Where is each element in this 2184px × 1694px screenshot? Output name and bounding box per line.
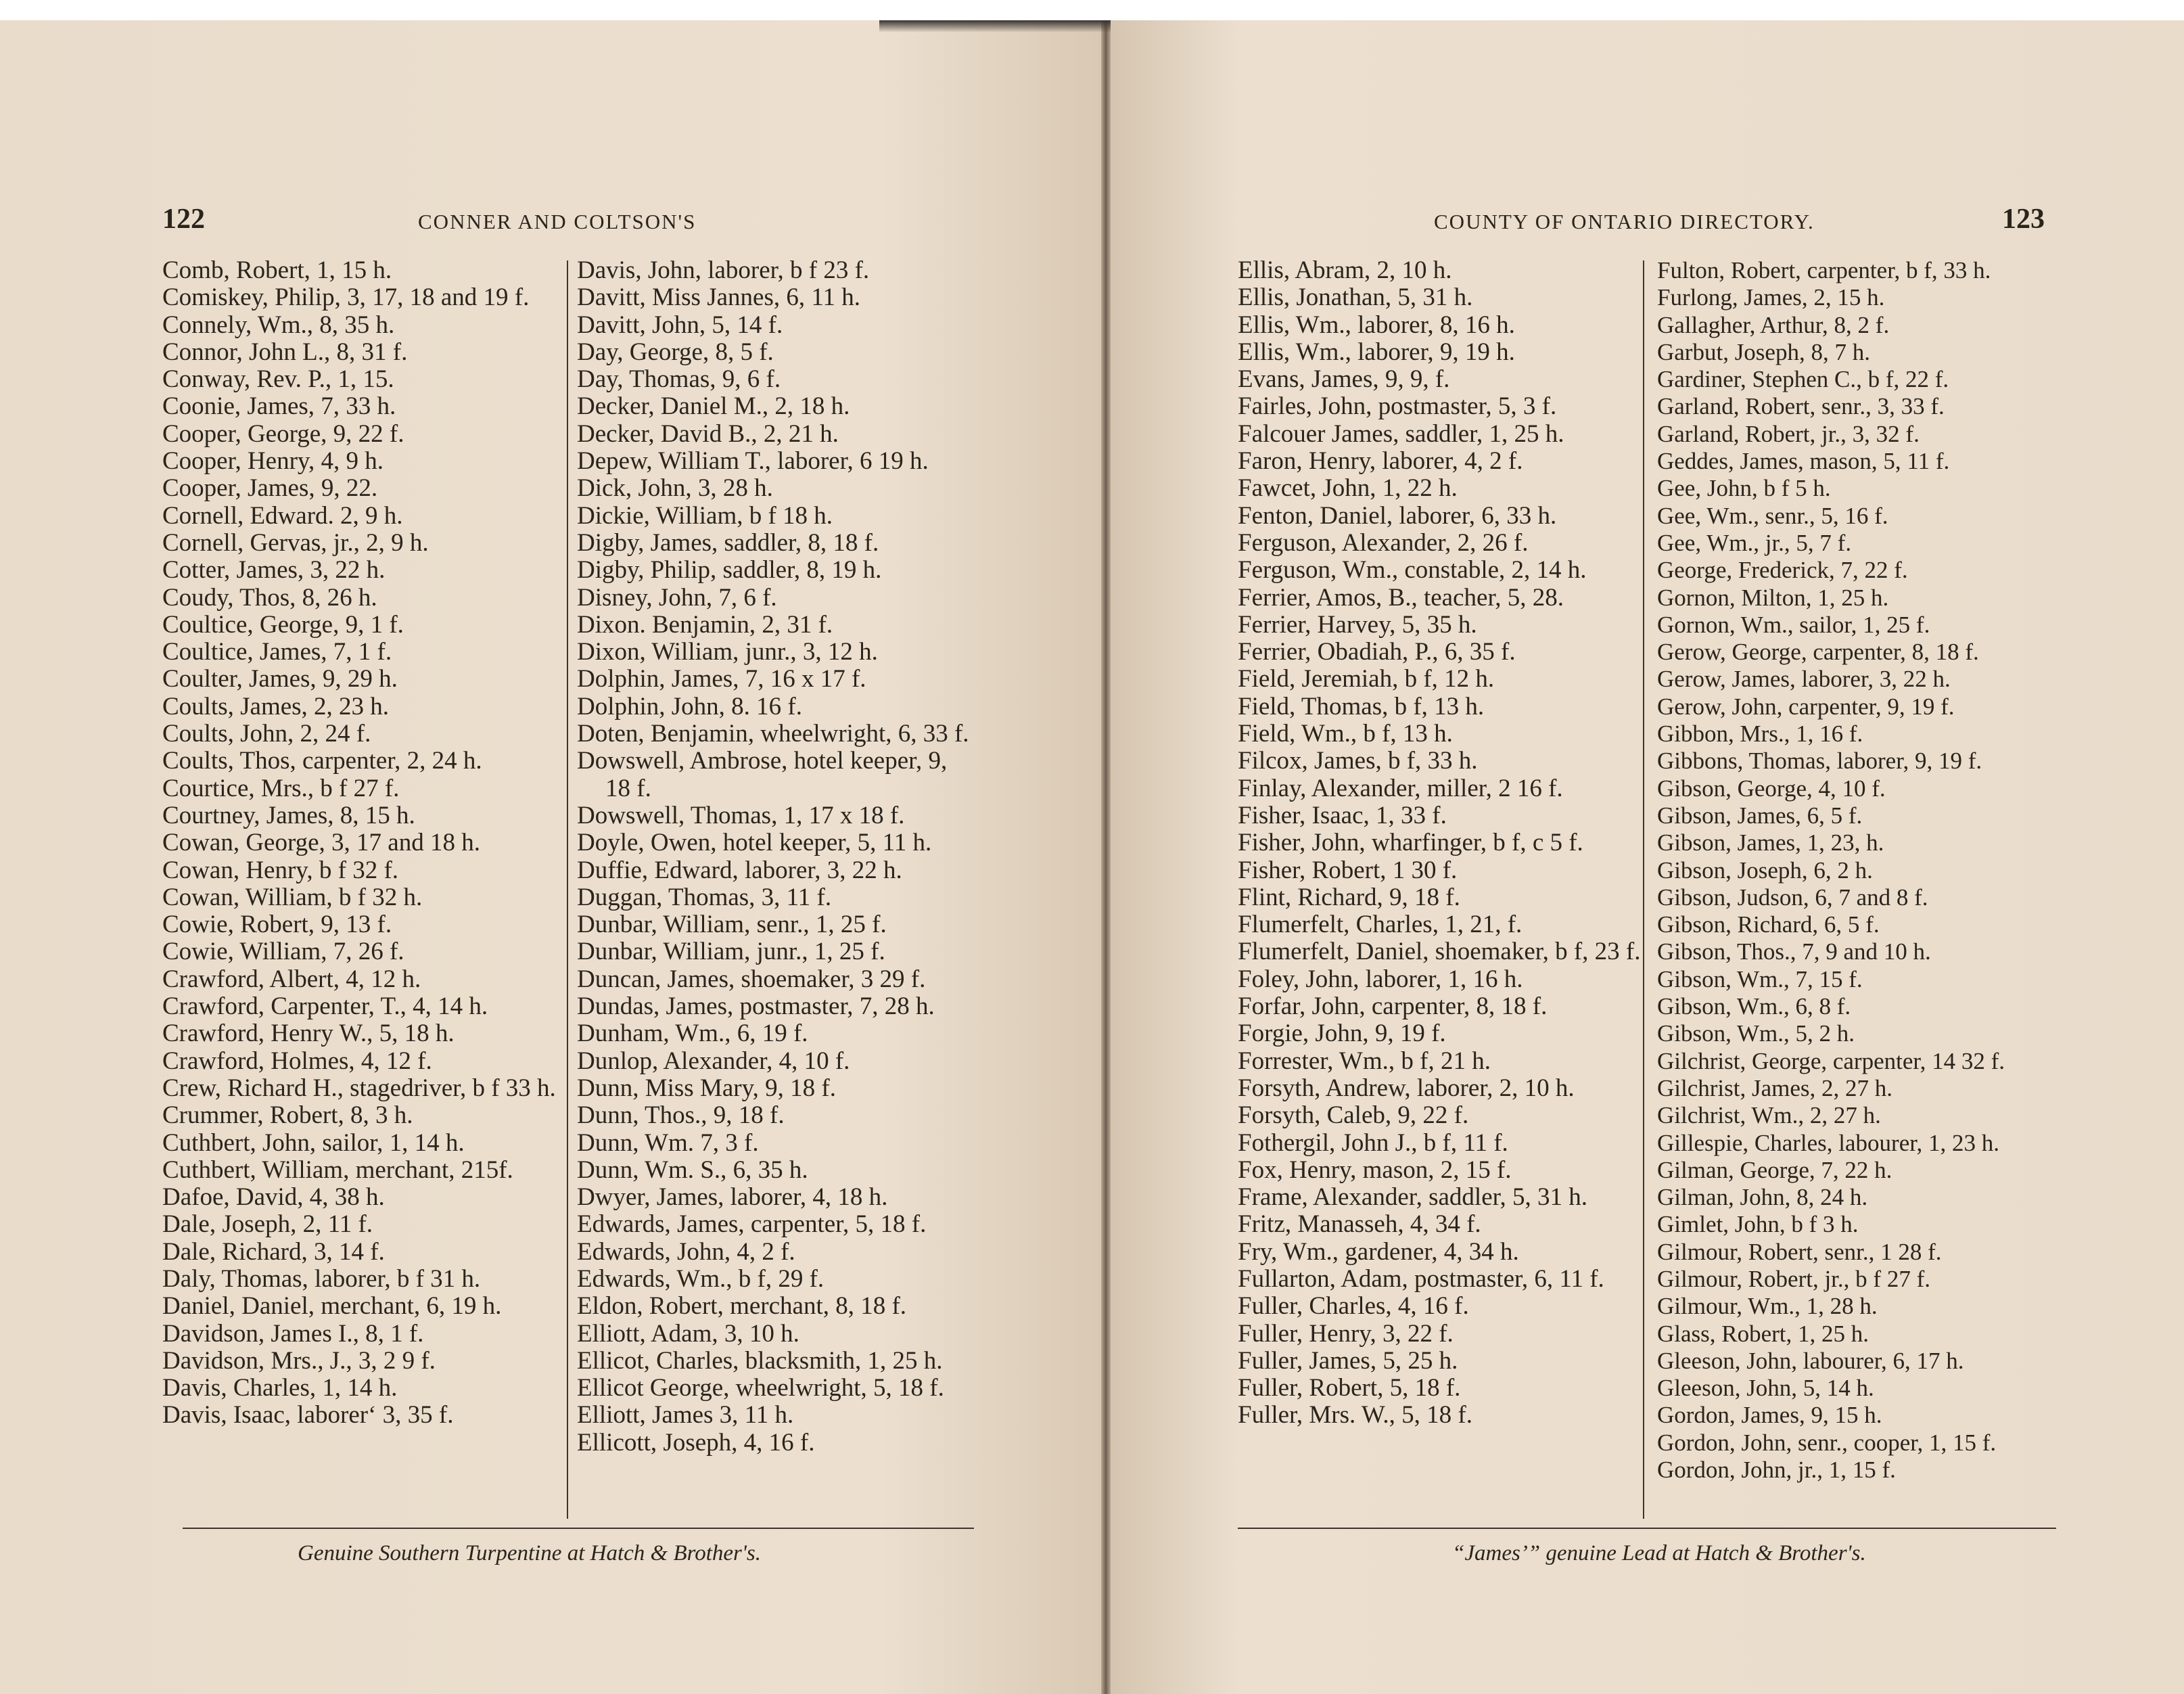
directory-entry: Gerow, George, carpenter, 8, 18 f.	[1657, 639, 1979, 666]
directory-entry: Davidson, Mrs., J., 3, 2 9 f.	[162, 1346, 436, 1375]
directory-entry: Disney, John, 7, 6 f.	[577, 583, 777, 612]
directory-entry: Gibson, Wm., 5, 2 h.	[1657, 1020, 1855, 1047]
directory-entry: Forsyth, Andrew, laborer, 2, 10 h.	[1238, 1074, 1575, 1102]
directory-column-2	[577, 257, 975, 1457]
directory-entry: Gibson, Judson, 6, 7 and 8 f.	[1657, 884, 1928, 911]
directory-entry: Cowan, George, 3, 17 and 18 h.	[162, 829, 480, 857]
directory-entry: Gibson, George, 4, 10 f.	[1657, 775, 1886, 802]
directory-entry: Courtice, Mrs., b f 27 f.	[162, 774, 400, 802]
directory-entry: Day, George, 8, 5 f.	[577, 338, 774, 366]
directory-entry: Coudy, Thos, 8, 26 h.	[162, 583, 377, 612]
directory-entry: Davidson, James I., 8, 1 f.	[162, 1319, 424, 1348]
directory-entry: Cuthbert, John, sailor, 1, 14 h.	[162, 1128, 465, 1157]
directory-entry: Courtney, James, 8, 15 h.	[162, 801, 415, 829]
directory-entry: Eldon, Robert, merchant, 8, 18 f.	[577, 1292, 907, 1321]
directory-entry: Gerow, James, laborer, 3, 22 h.	[1657, 666, 1951, 693]
directory-entry: Forrester, Wm., b f, 21 h.	[1238, 1047, 1491, 1075]
directory-entry: George, Frederick, 7, 22 f.	[1657, 557, 1908, 584]
directory-entry: Flint, Richard, 9, 18 f.	[1238, 883, 1460, 911]
directory-column-1	[162, 257, 558, 1429]
directory-column-3	[1238, 257, 1654, 1429]
directory-entry: Daniel, Daniel, merchant, 6, 19 h.	[162, 1292, 502, 1321]
right-page	[1111, 20, 2184, 1694]
directory-entry: Cotter, James, 3, 22 h.	[162, 556, 386, 585]
directory-entry: Forfar, John, carpenter, 8, 18 f.	[1238, 992, 1548, 1021]
directory-entry: Ellicot George, wheelwright, 5, 18 f.	[577, 1374, 944, 1402]
directory-entry: Dunn, Wm. 7, 3 f.	[577, 1128, 759, 1157]
directory-entry: Fuller, James, 5, 25 h.	[1238, 1346, 1458, 1375]
directory-entry: Dunn, Wm. S., 6, 35 h.	[577, 1155, 808, 1184]
directory-entry: Digby, Philip, saddler, 8, 19 h.	[577, 556, 882, 585]
directory-entry: Edwards, John, 4, 2 f.	[577, 1237, 795, 1266]
directory-entry: Dundas, James, postmaster, 7, 28 h.	[577, 992, 935, 1021]
directory-entry: Gardiner, Stephen C., b f, 22 f.	[1657, 366, 1949, 393]
directory-entry: Connor, John L., 8, 31 f.	[162, 338, 408, 366]
directory-entry: Gee, Wm., jr., 5, 7 f.	[1657, 529, 1852, 556]
directory-entry: Ellicot, Charles, blacksmith, 1, 25 h.	[577, 1346, 943, 1375]
directory-entry: Dick, John, 3, 28 h.	[577, 474, 773, 503]
directory-entry: Flumerfelt, Daniel, shoemaker, b f, 23 f.	[1238, 938, 1641, 966]
directory-entry: Cowie, William, 7, 26 f.	[162, 938, 404, 966]
directory-entry: Fairles, John, postmaster, 5, 3 f.	[1238, 392, 1557, 421]
directory-entry: Depew, William T., laborer, 6 19 h.	[577, 447, 929, 476]
directory-entry: Gornon, Milton, 1, 25 h.	[1657, 584, 1889, 611]
running-header-right: COUNTY OF ONTARIO DIRECTORY.	[1434, 210, 1815, 233]
directory-entry: Gilman, John, 8, 24 h.	[1657, 1184, 1868, 1211]
footer-rule-right	[1238, 1528, 2056, 1529]
directory-entry: Cowan, Henry, b f 32 f.	[162, 856, 399, 884]
directory-entry: Crummer, Robert, 8, 3 h.	[162, 1101, 413, 1130]
directory-entry: Dickie, William, b f 18 h.	[577, 501, 833, 530]
directory-entry: Decker, David B., 2, 21 h.	[577, 419, 839, 448]
directory-entry: Gordon, James, 9, 15 h.	[1657, 1402, 1882, 1429]
directory-entry: Dowswell, Ambrose, hotel keeper, 9, 18 f.	[577, 747, 948, 802]
directory-entry: Gordon, John, jr., 1, 15 f.	[1657, 1457, 1896, 1484]
directory-entry: Dolphin, John, 8. 16 f.	[577, 692, 802, 720]
directory-entry: Connely, Wm., 8, 35 h.	[162, 311, 395, 339]
directory-entry: Foley, John, laborer, 1, 16 h.	[1238, 965, 1523, 993]
directory-entry: Davitt, Miss Jannes, 6, 11 h.	[577, 283, 860, 312]
directory-entry: Coulter, James, 9, 29 h.	[162, 665, 398, 693]
footer-rule-left	[183, 1528, 974, 1529]
directory-entry: Falcouer James, saddler, 1, 25 h.	[1238, 419, 1564, 448]
directory-entry: Davis, Charles, 1, 14 h.	[162, 1374, 398, 1402]
directory-entry: Ellis, Wm., laborer, 8, 16 h.	[1238, 311, 1515, 339]
directory-entry: Glass, Robert, 1, 25 h.	[1657, 1320, 1869, 1347]
directory-entry: Fulton, Robert, carpenter, b f, 33 h.	[1657, 257, 1991, 283]
directory-entry: Gilchrist, James, 2, 27 h.	[1657, 1074, 1893, 1101]
directory-entry: Gibson, Joseph, 6, 2 h.	[1657, 856, 1873, 884]
directory-entry: Gallagher, Arthur, 8, 2 f.	[1657, 311, 1890, 338]
directory-entry: Gilchrist, George, carpenter, 14 32 f.	[1657, 1047, 2005, 1074]
directory-entry: Ellicott, Joseph, 4, 16 f.	[577, 1428, 815, 1457]
directory-entry: Daly, Thomas, laborer, b f 31 h.	[162, 1264, 481, 1293]
directory-entry: Edwards, Wm., b f, 29 f.	[577, 1264, 824, 1293]
page-number-right: 123	[2002, 204, 2045, 235]
directory-entry: Gibbon, Mrs., 1, 16 f.	[1657, 720, 1863, 748]
directory-entry: Flumerfelt, Charles, 1, 21, f.	[1238, 911, 1523, 939]
directory-entry: Furlong, James, 2, 15 h.	[1657, 284, 1885, 311]
directory-entry: Dowswell, Thomas, 1, 17 x 18 f.	[577, 801, 905, 829]
directory-entry: Duffie, Edward, laborer, 3, 22 h.	[577, 856, 902, 884]
footer-advert-left: Genuine Southern Turpentine at Hatch & Brother's.	[298, 1541, 762, 1565]
directory-entry: Comiskey, Philip, 3, 17, 18 and 19 f.	[162, 283, 530, 312]
directory-entry: Gilchrist, Wm., 2, 27 h.	[1657, 1102, 1881, 1129]
directory-entry: Ellis, Abram, 2, 10 h.	[1238, 256, 1452, 284]
directory-entry: Davis, John, laborer, b f 23 f.	[577, 256, 870, 284]
directory-entry: Coults, Thos, carpenter, 2, 24 h.	[162, 747, 482, 775]
directory-entry: Dolphin, James, 7, 16 x 17 f.	[577, 665, 866, 693]
directory-entry: Coultice, James, 7, 1 f.	[162, 638, 392, 666]
directory-entry: Fullarton, Adam, postmaster, 6, 11 f.	[1238, 1264, 1604, 1293]
directory-entry: Cowie, Robert, 9, 13 f.	[162, 911, 392, 939]
directory-entry: Gibson, Wm., 6, 8 f.	[1657, 993, 1851, 1020]
directory-entry: Dafoe, David, 4, 38 h.	[162, 1183, 385, 1212]
directory-entry: Dale, Joseph, 2, 11 f.	[162, 1210, 373, 1239]
directory-entry: Field, Jeremiah, b f, 12 h.	[1238, 665, 1495, 693]
left-page	[0, 20, 1101, 1694]
directory-entry: Duncan, James, shoemaker, 3 29 f.	[577, 965, 926, 993]
directory-entry: Garland, Robert, senr., 3, 33 f.	[1657, 393, 1945, 420]
directory-entry: Fuller, Robert, 5, 18 f.	[1238, 1374, 1461, 1402]
book-spine	[1101, 20, 1111, 1694]
directory-entry: Conway, Rev. P., 1, 15.	[162, 365, 394, 394]
directory-entry: Doyle, Owen, hotel keeper, 5, 11 h.	[577, 829, 932, 857]
directory-entry: Coonie, James, 7, 33 h.	[162, 392, 396, 421]
directory-column-4	[1657, 257, 2076, 1484]
directory-entry: Gimlet, John, b f 3 h.	[1657, 1211, 1859, 1238]
column-divider-left	[567, 260, 568, 1519]
directory-entry: Fisher, John, wharfinger, b f, c 5 f.	[1238, 829, 1583, 857]
footer-advert-right: “James’” genuine Lead at Hatch & Brother's.	[1452, 1541, 1866, 1565]
directory-entry: Dixon, William, junr., 3, 12 h.	[577, 638, 878, 666]
directory-entry: Gibson, James, 6, 5 f.	[1657, 802, 1863, 829]
directory-entry: Finlay, Alexander, miller, 2 16 f.	[1238, 774, 1563, 802]
directory-entry: Fritz, Manasseh, 4, 34 f.	[1238, 1210, 1481, 1239]
directory-entry: Gibson, James, 1, 23, h.	[1657, 829, 1884, 856]
directory-entry: Gerow, John, carpenter, 9, 19 f.	[1657, 693, 1955, 720]
directory-entry: Garbut, Joseph, 8, 7 h.	[1657, 338, 1870, 365]
directory-entry: Fisher, Isaac, 1, 33 f.	[1238, 801, 1447, 829]
directory-entry: Fuller, Charles, 4, 16 f.	[1238, 1292, 1469, 1321]
directory-entry: Fawcet, John, 1, 22 h.	[1238, 474, 1458, 503]
directory-entry: Fox, Henry, mason, 2, 15 f.	[1238, 1155, 1512, 1184]
directory-entry: Dunn, Miss Mary, 9, 18 f.	[577, 1074, 837, 1102]
running-header-left: CONNER AND COLTSON'S	[418, 210, 697, 233]
directory-entry: Davitt, John, 5, 14 f.	[577, 311, 783, 339]
directory-entry: Edwards, James, carpenter, 5, 18 f.	[577, 1210, 927, 1239]
directory-entry: Gilmour, Robert, senr., 1 28 f.	[1657, 1238, 1942, 1265]
directory-entry: Cowan, William, b f 32 h.	[162, 883, 423, 911]
directory-entry: Cornell, Edward. 2, 9 h.	[162, 501, 403, 530]
directory-entry: Ferrier, Amos, B., teacher, 5, 28.	[1238, 583, 1564, 612]
directory-entry: Davis, Isaac, laborer‘ 3, 35 f.	[162, 1401, 454, 1429]
directory-entry: Cooper, George, 9, 22 f.	[162, 419, 404, 448]
directory-entry: Gibson, Wm., 7, 15 f.	[1657, 965, 1863, 992]
directory-entry: Gee, John, b f 5 h.	[1657, 475, 1831, 502]
directory-entry: Ferrier, Harvey, 5, 35 h.	[1238, 610, 1477, 639]
directory-entry: Frame, Alexander, saddler, 5, 31 h.	[1238, 1183, 1587, 1212]
directory-entry: Coults, James, 2, 23 h.	[162, 692, 390, 720]
directory-entry: Cuthbert, William, merchant, 215f.	[162, 1155, 513, 1184]
directory-entry: Fuller, Mrs. W., 5, 18 f.	[1238, 1401, 1472, 1429]
directory-entry: Fisher, Robert, 1 30 f.	[1238, 856, 1458, 884]
directory-entry: Elliott, Adam, 3, 10 h.	[577, 1319, 799, 1348]
directory-entry: Dunbar, William, senr., 1, 25 f.	[577, 911, 887, 939]
directory-entry: Ferguson, Alexander, 2, 26 f.	[1238, 528, 1529, 557]
directory-entry: Forsyth, Caleb, 9, 22 f.	[1238, 1101, 1469, 1130]
directory-entry: Cornell, Gervas, jr., 2, 9 h.	[162, 528, 429, 557]
directory-entry: Dunbar, William, junr., 1, 25 f.	[577, 938, 885, 966]
book-spread	[0, 20, 2184, 1694]
directory-entry: Gee, Wm., senr., 5, 16 f.	[1657, 502, 1888, 529]
directory-entry: Fry, Wm., gardener, 4, 34 h.	[1238, 1237, 1519, 1266]
directory-entry: Gordon, John, senr., cooper, 1, 15 f.	[1657, 1429, 1997, 1456]
directory-entry: Gibbons, Thomas, laborer, 9, 19 f.	[1657, 748, 1982, 775]
directory-entry: Field, Wm., b f, 13 h.	[1238, 720, 1453, 748]
directory-entry: Ferrier, Obadiah, P., 6, 35 f.	[1238, 638, 1516, 666]
directory-entry: Fuller, Henry, 3, 22 f.	[1238, 1319, 1454, 1348]
directory-entry: Gornon, Wm., sailor, 1, 25 f.	[1657, 611, 1930, 638]
directory-entry: Crawford, Henry W., 5, 18 h.	[162, 1020, 455, 1048]
directory-entry: Crawford, Albert, 4, 12 h.	[162, 965, 421, 993]
directory-entry: Geddes, James, mason, 5, 11 f.	[1657, 448, 1950, 475]
directory-entry: Ellis, Wm., laborer, 9, 19 h.	[1238, 338, 1515, 366]
directory-entry: Dwyer, James, laborer, 4, 18 h.	[577, 1183, 888, 1212]
directory-entry: Dunn, Thos., 9, 18 f.	[577, 1101, 785, 1130]
directory-entry: Fothergil, John J., b f, 11 f.	[1238, 1128, 1508, 1157]
directory-entry: Cooper, James, 9, 22.	[162, 474, 378, 503]
directory-entry: Coults, John, 2, 24 f.	[162, 720, 371, 748]
column-divider-right	[1643, 260, 1644, 1519]
directory-entry: Crawford, Holmes, 4, 12 f.	[162, 1047, 432, 1075]
directory-entry: Gilmour, Robert, jr., b f 27 f.	[1657, 1265, 1930, 1292]
directory-entry: Faron, Henry, laborer, 4, 2 f.	[1238, 447, 1523, 476]
directory-entry: Gleeson, John, 5, 14 h.	[1657, 1375, 1874, 1402]
directory-entry: Comb, Robert, 1, 15 h.	[162, 256, 392, 284]
directory-entry: Crew, Richard H., stagedriver, b f 33 h.	[162, 1074, 556, 1102]
directory-entry: Dunham, Wm., 6, 19 f.	[577, 1020, 808, 1048]
directory-entry: Day, Thomas, 9, 6 f.	[577, 365, 781, 394]
directory-entry: Gibson, Thos., 7, 9 and 10 h.	[1657, 938, 1931, 965]
directory-entry: Elliott, James 3, 11 h.	[577, 1401, 794, 1429]
directory-entry: Gleeson, John, labourer, 6, 17 h.	[1657, 1347, 1964, 1374]
directory-entry: Gilmour, Wm., 1, 28 h.	[1657, 1293, 1878, 1320]
directory-entry: Gibson, Richard, 6, 5 f.	[1657, 911, 1880, 938]
directory-entry: Dunlop, Alexander, 4, 10 f.	[577, 1047, 850, 1075]
directory-entry: Gilman, George, 7, 22 h.	[1657, 1156, 1892, 1183]
directory-entry: Gillespie, Charles, labourer, 1, 23 h.	[1657, 1129, 1999, 1156]
directory-entry: Ferguson, Wm., constable, 2, 14 h.	[1238, 556, 1587, 585]
directory-entry: Forgie, John, 9, 19 f.	[1238, 1020, 1446, 1048]
directory-entry: Dale, Richard, 3, 14 f.	[162, 1237, 385, 1266]
directory-entry: Garland, Robert, jr., 3, 32 f.	[1657, 420, 1920, 447]
directory-entry: Filcox, James, b f, 33 h.	[1238, 747, 1478, 775]
directory-entry: Coultice, George, 9, 1 f.	[162, 610, 404, 639]
directory-entry: Doten, Benjamin, wheelwright, 6, 33 f.	[577, 720, 969, 748]
directory-entry: Duggan, Thomas, 3, 11 f.	[577, 883, 832, 911]
directory-entry: Field, Thomas, b f, 13 h.	[1238, 692, 1485, 720]
directory-entry: Fenton, Daniel, laborer, 6, 33 h.	[1238, 501, 1557, 530]
directory-entry: Cooper, Henry, 4, 9 h.	[162, 447, 384, 476]
directory-entry: Decker, Daniel M., 2, 18 h.	[577, 392, 850, 421]
directory-entry: Evans, James, 9, 9, f.	[1238, 365, 1450, 394]
directory-entry: Digby, James, saddler, 8, 18 f.	[577, 528, 879, 557]
page-number-left: 122	[162, 204, 205, 235]
directory-entry: Ellis, Jonathan, 5, 31 h.	[1238, 283, 1473, 312]
directory-entry: Crawford, Carpenter, T., 4, 14 h.	[162, 992, 488, 1021]
directory-entry: Dixon. Benjamin, 2, 31 f.	[577, 610, 833, 639]
